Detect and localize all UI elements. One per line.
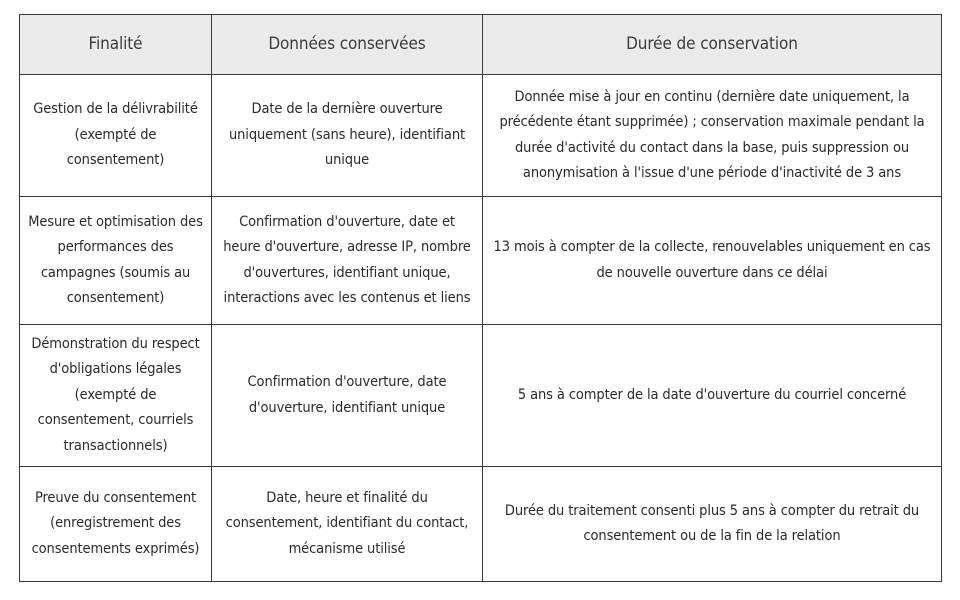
cell-purpose: Gestion de la délivrabilité (exempté de consentement) xyxy=(20,75,212,197)
cell-retention-duration: 5 ans à compter de la date d'ouverture du courriel concerné xyxy=(483,325,942,467)
table-row xyxy=(20,197,942,325)
cell-retention-duration: Durée du traitement consenti plus 5 ans à compter du retrait du consentement ou de la fin de la relation xyxy=(483,467,942,582)
header-retention-duration: Durée de conservation xyxy=(483,15,942,75)
cell-data-kept: Date de la dernière ouverture uniquement (sans heure), identifiant unique xyxy=(212,75,483,197)
cell-purpose: Démonstration du respect d'obligations légales (exempté de consentement, courriels transactionnels) xyxy=(20,325,212,467)
table-row xyxy=(20,467,942,582)
table-row xyxy=(20,75,942,197)
header-purpose: Finalité xyxy=(20,15,212,75)
cell-data-kept: Date, heure et finalité du consentement, identifiant du contact, mécanisme utilisé xyxy=(212,467,483,582)
table-header-row xyxy=(20,15,942,75)
header-data-kept: Données conservées xyxy=(212,15,483,75)
cell-retention-duration: Donnée mise à jour en continu (dernière date uniquement, la précédente étant supprimée) ; conservation maximale pendant la durée d'activité du contact dans la base, puis suppression ou anonymisation à l'issue d'une période d'inactivité de 3 ans xyxy=(483,75,942,197)
cell-purpose: Preuve du consentement (enregistrement des consentements exprimés) xyxy=(20,467,212,582)
cell-data-kept: Confirmation d'ouverture, date d'ouverture, identifiant unique xyxy=(212,325,483,467)
retention-table xyxy=(19,14,942,582)
table-row xyxy=(20,325,942,467)
cell-retention-duration: 13 mois à compter de la collecte, renouvelables uniquement en cas de nouvelle ouverture dans ce délai xyxy=(483,197,942,325)
cell-data-kept: Confirmation d'ouverture, date et heure d'ouverture, adresse IP, nombre d'ouvertures, identifiant unique, interactions avec les contenus et liens xyxy=(212,197,483,325)
cell-purpose: Mesure et optimisation des performances des campagnes (soumis au consentement) xyxy=(20,197,212,325)
